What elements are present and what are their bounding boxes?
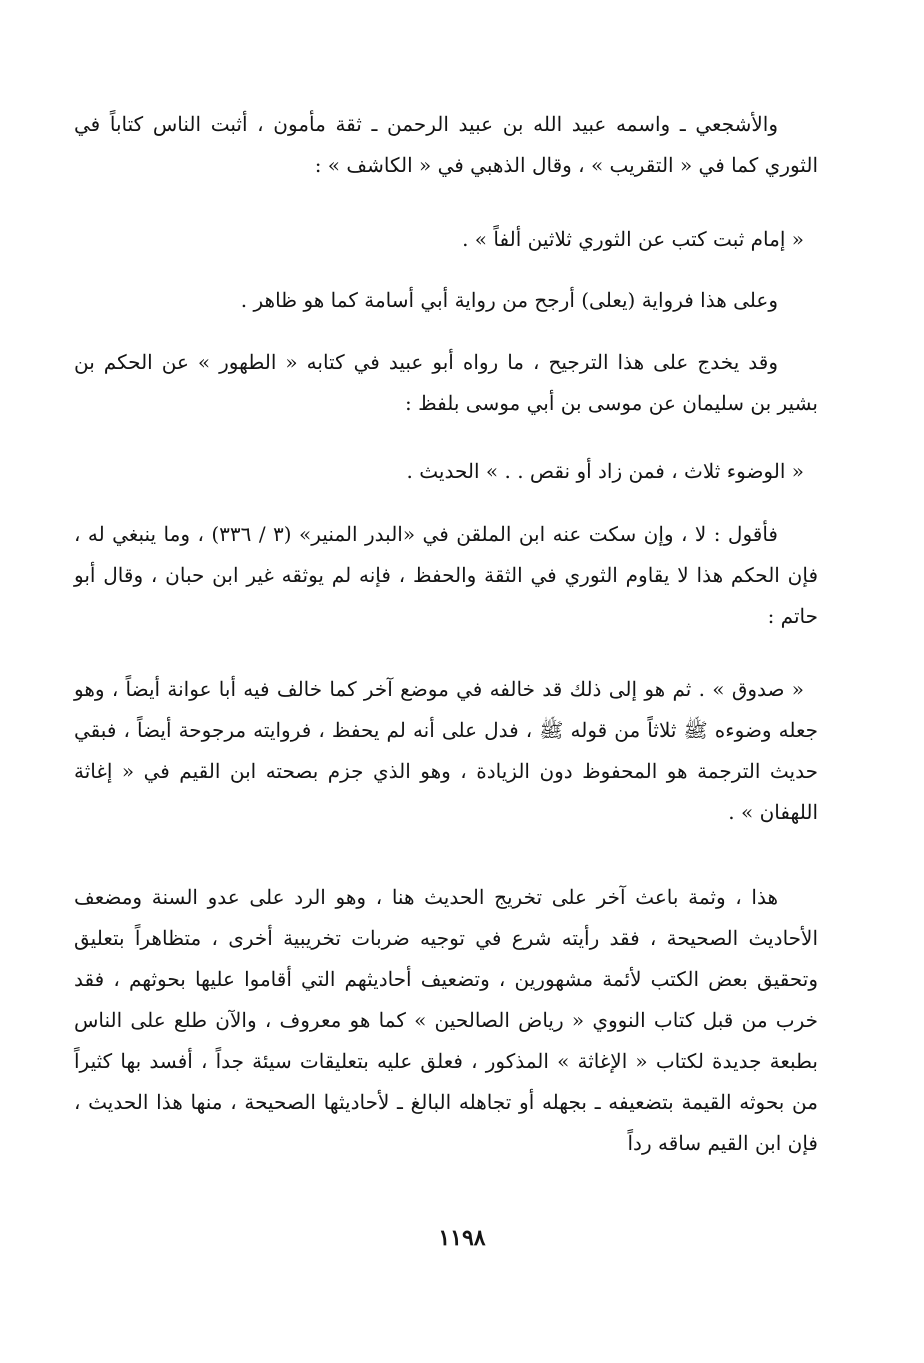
paragraph-text: فأقول : لا ، وإن سكت عنه ابن الملقن في «البدر المنير» (٣ / ٣٣٦) ، وما ينبغي له ، فإن الحكم هذا لا يقاوم الثوري في الثقة والحفظ ، فإنه لم يوثقه غير ابن حبان ، وقال أبو حاتم : <box>74 522 818 628</box>
paragraph-narrator-ashjai <box>74 104 818 186</box>
paragraph-text: وقد يخدج على هذا الترجيح ، ما رواه أبو عبيد في كتابه « الطهور » عن الحكم بن بشير بن سليمان عن موسى بن أبي موسى بلفظ : <box>74 350 818 415</box>
paragraph-text: والأشجعي ـ واسمه عبيد الله بن عبيد الرحمن ـ ثقة مأمون ، أثبت الناس كتاباً في الثوري كما في « التقريب » ، وقال الذهبي في « الكاشف » : <box>74 112 818 177</box>
quote-imam-thabt <box>74 219 818 260</box>
paragraph-text: وعلى هذا فرواية (يعلى) أرجح من رواية أبي أسامة كما هو ظاهر . <box>240 288 778 312</box>
paragraph-text: هذا ، وثمة باعث آخر على تخريج الحديث هنا ، وهو الرد على عدو السنة ومضعف الأحاديث الصحيحة ، فقد رأيته شرع في توجيه ضربات تخريبية أخرى ، متظاهراً بتعليق وتحقيق بعض الكتب لأئمة مشهورين ، وتضعيف أحاديثهم التي أقاموا عليها بحوثهم ، فقد خرب من قبل كتاب النووي « رياض الصالحين » كما هو معروف ، والآن طلع على الناس بطبعة جديدة لكتاب « الإغاثة » المذكور ، فعلق عليه بتعليقات سيئة جداً ، أفسد بها كثيراً من بحوثه القيمة بتضعيفه ـ بجهله أو تجاهله البالغ ـ لأحاديثها الصحيحة ، منها هذا الحديث ، فإن ابن القيم ساقه رداً <box>74 885 819 1155</box>
paragraph-saduq <box>74 669 818 833</box>
paragraph-tarjih <box>74 342 818 424</box>
quote-wudu-thalath <box>74 451 818 492</box>
quote-text: « إمام ثبت كتب عن الثوري ثلاثين ألفاً » . <box>462 227 804 251</box>
paragraph-riwaya-yala <box>74 280 818 321</box>
paragraph-fa-aqulu <box>74 514 818 637</box>
paragraph-hadha-wa-thamma <box>74 877 818 1164</box>
quote-text: « الوضوء ثلاث ، فمن زاد أو نقص . . » الحديث . <box>406 459 804 483</box>
paragraph-text: « صدوق » . ثم هو إلى ذلك قد خالفه في موضع آخر كما خالف فيه أبا عوانة أيضاً ، وهو جعله وضوءه ﷺ ثلاثاً من قوله ﷺ ، فدل على أنه لم يحفظ ، فروايته مرجوحة أيضاً ، فبقي حديث الترجمة هو المحفوظ دون الزيادة ، وهو الذي جزم بصحته ابن القيم في « إغاثة اللهفان » . <box>74 677 818 824</box>
page-number: ١١٩٨ <box>438 1225 486 1251</box>
